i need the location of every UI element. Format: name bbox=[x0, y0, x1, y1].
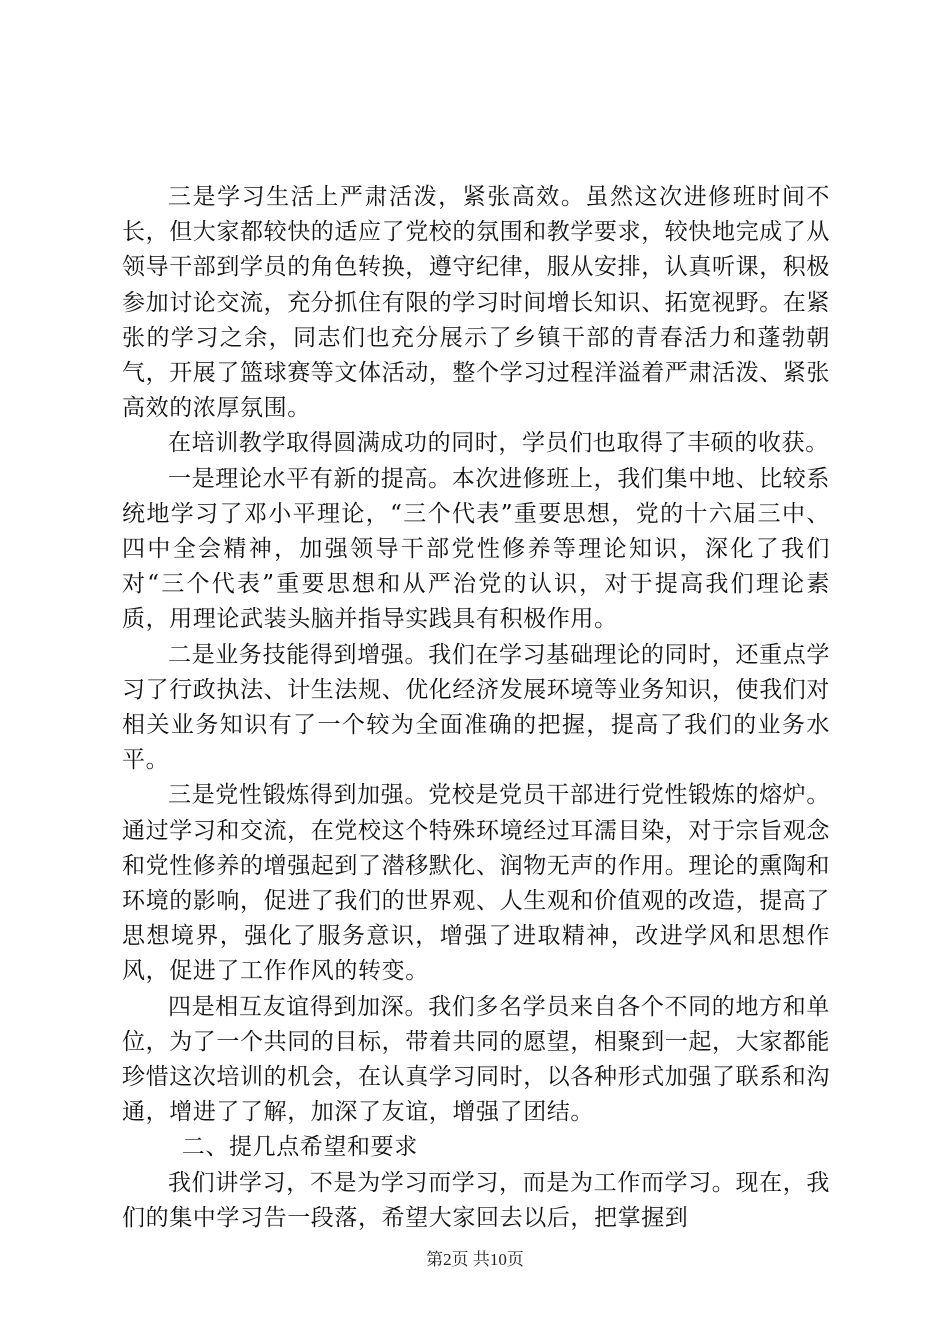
page-number-footer: 第2页 共10页 bbox=[426, 1250, 524, 1269]
paragraph-gains-intro: 在培训教学取得圆满成功的同时，学员们也取得了丰硕的收获。 bbox=[168, 430, 829, 457]
paragraph-skills: 二是业务技能得到增强。我们在学习基础理论的同时，还重点学习了行政执法、计生法规、优化经济发展环境等业务知识，使我们对相关业务知识有了一个较为全面准确的把握，提高了我们的业务水平。 bbox=[122, 641, 830, 774]
document-body bbox=[122, 180, 830, 1236]
paragraph-friendship: 四是相互友谊得到加深。我们多名学员来自各个不同的地方和单位，为了一个共同的目标，带着共同的愿望，相聚到一起，大家都能珍惜这次培训的机会，在认真学习同时，以各种形式加强了联系和沟通，增进了了解，加深了友谊，增强了团结。 bbox=[122, 993, 830, 1126]
paragraph-party-spirit: 三是党性锻炼得到加强。党校是党员干部进行党性锻炼的熔炉。通过学习和交流，在党校这个特殊环境经过耳濡目染，对于宗旨观念和党性修养的增强起到了潜移默化、润物无声的作用。理论的熏陶和环境的影响，促进了我们的世界观、人生观和价值观的改造，提高了思想境界，强化了服务意识，增强了进取精神，改进学风和思想作风，促进了工作作风的转变。 bbox=[122, 782, 830, 985]
paragraph-study-life: 三是学习生活上严肃活泼，紧张高效。虽然这次进修班时间不长，但大家都较快的适应了党校的氛围和教学要求，较快地完成了从领导干部到学员的角色转换，遵守纪律，服从安排，认真听课，积极参加讨论交流，充分抓住有限的学习时间增长知识、拓宽视野。在紧张的学习之余，同志们也充分展示了乡镇干部的青春活力和蓬勃朝气，开展了篮球赛等文体活动，整个学习过程洋溢着严肃活泼、紧张高效的浓厚氛围。 bbox=[122, 184, 830, 422]
section-heading: 二、提几点希望和要求 bbox=[181, 1134, 418, 1161]
paragraph-final: 我们讲学习，不是为学习而学习，而是为工作而学习。现在，我们的集中学习告一段落，希望大家回去以后，把掌握到 bbox=[122, 1169, 830, 1231]
paragraph-theory: 一是理论水平有新的提高。本次进修班上，我们集中地、比较系统地学习了邓小平理论，“三个代表”重要思想，党的十六届三中、四中全会精神，加强领导干部党性修养等理论知识，深化了我们对“三个代表”重要思想和从严治党的认识，对于提高我们理论素质，用理论武装头脑并指导实践具有积极作用。 bbox=[122, 465, 830, 633]
